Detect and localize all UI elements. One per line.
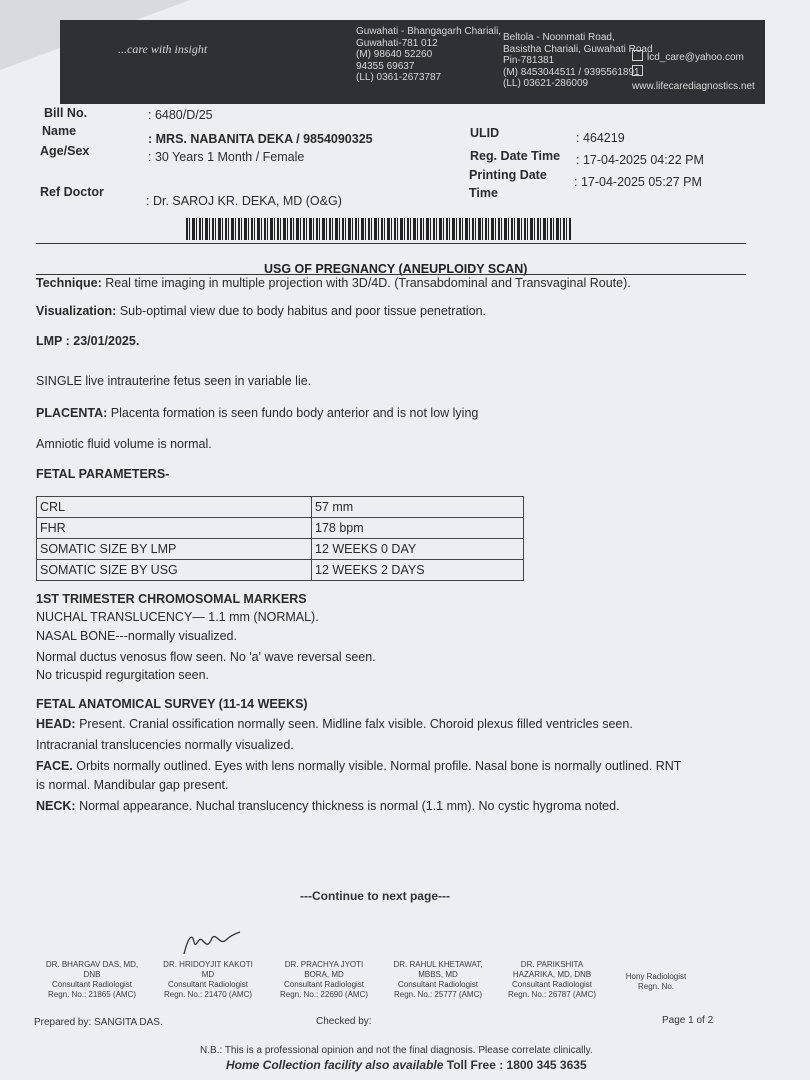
tagline: ...care with insight [118, 42, 208, 56]
ulid-value: : 464219 [576, 131, 625, 145]
technique-line: Technique: Real time imaging in multiple projection with 3D/4D. (Transabdominal and Transvaginal Route). [36, 276, 631, 290]
prepared-by: Prepared by: SANGITA DAS. [34, 1017, 163, 1028]
face-line: FACE. Orbits normally outlined. Eyes with lens normally visible. Normal profile. Nasal bone is normally outlined. RNT [36, 759, 682, 773]
email-icon [632, 50, 643, 61]
markers-heading: 1ST TRIMESTER CHROMOSOMAL MARKERS [36, 592, 307, 606]
print-date-label: Printing Date [469, 168, 547, 182]
amniotic-line: Amniotic fluid volume is normal. [36, 437, 212, 451]
divider [36, 243, 746, 244]
age-value: : 30 Years 1 Month / Female [148, 150, 305, 164]
print-date-value: : 17-04-2025 05:27 PM [574, 175, 702, 189]
marker-nt: NUCHAL TRANSLUCENCY— 1.1 mm (NORMAL). [36, 610, 319, 624]
toll-free-row: Home Collection facility also available Toll Free : 1800 345 3635 [226, 1058, 587, 1072]
barcode [186, 218, 571, 240]
table-row: SOMATIC SIZE BY LMP 12 WEEKS 0 DAY [37, 539, 524, 560]
doctor-2: DR. HRIDOYJIT KAKOTI MD Consultant Radiologist Regn. No.: 21470 (AMC) [163, 960, 253, 999]
table-row: SOMATIC SIZE BY USG 12 WEEKS 2 DAYS [37, 560, 524, 581]
contact-info: lcd_care@yahoo.com www.lifecarediagnostics.net [632, 52, 755, 92]
table-row: FHR 178 bpm [37, 518, 524, 539]
name-value: : MRS. NABANITA DEKA / 9854090325 [148, 132, 373, 146]
continue-note: ---Continue to next page--- [300, 889, 450, 903]
single-line: SINGLE live intrauterine fetus seen in variable lie. [36, 374, 312, 388]
fetal-parameters-table [36, 496, 524, 581]
title-divider [36, 274, 746, 275]
placenta-line: PLACENTA: Placenta formation is seen fundo body anterior and is not low lying [36, 406, 479, 420]
neck-line: NECK: Normal appearance. Nuchal translucency thickness is normal (1.1 mm). No cystic hygroma noted. [36, 799, 620, 813]
survey-heading: FETAL ANATOMICAL SURVEY (11-14 WEEKS) [36, 697, 308, 711]
checked-by: Checked by: [316, 1016, 372, 1027]
doctor-4: DR. RAHUL KHETAWAT, MBBS, MD Consultant Radiologist Regn. No.: 25777 (AMC) [393, 960, 483, 999]
ulid-label: ULID [470, 126, 500, 140]
lmp-line: LMP : 23/01/2025. [36, 334, 140, 348]
report-title: USG OF PREGNANCY (ANEUPLOIDY SCAN) [264, 262, 528, 276]
letterhead [60, 20, 765, 104]
ref-doctor-value: : Dr. SAROJ KR. DEKA, MD (O&G) [146, 194, 342, 208]
reg-date-value: : 17-04-2025 04:22 PM [576, 153, 704, 167]
face-line-2: is normal. Mandibular gap present. [36, 778, 229, 792]
bill-label: Bill No. [44, 106, 88, 120]
marker-nasal-bone: NASAL BONE---normally visualized. [36, 629, 237, 643]
address-guwahati: Guwahati - Bhangagarh Chariali, Guwahati-781 012 (M) 98640 52260 94355 69637 (LL) 0361-2673787 [356, 26, 502, 83]
page-number: Page 1 of 2 [662, 1015, 714, 1026]
marker-ductus: Normal ductus venosus flow seen. No 'a' wave reversal seen. [36, 650, 376, 664]
head-line-2: Intracranial translucencies normally visualized. [36, 738, 294, 752]
head-line: HEAD: Present. Cranial ossification normally seen. Midline falx visible. Choroid plexus filled ventricles seen. [36, 717, 633, 731]
age-label: Age/Sex [40, 144, 90, 158]
print-time-label: Time [469, 186, 498, 200]
doctor-5: DR. PARIKSHITA HAZARIKA, MD, DNB Consultant Radiologist Regn. No.: 26787 (AMC) [507, 960, 597, 999]
visualization-line: Visualization: Sub-optimal view due to body habitus and poor tissue penetration. [36, 304, 487, 318]
reg-date-label: Reg. Date Time [470, 149, 561, 163]
fetal-params-heading: FETAL PARAMETERS- [36, 467, 170, 481]
ref-doctor-label: Ref Doctor [40, 185, 104, 199]
doctor-6: Hony Radiologist Regn. No. [625, 972, 687, 991]
doctor-1: DR. BHARGAV DAS, MD, DNB Consultant Radiologist Regn. No.: 21865 (AMC) [45, 960, 139, 999]
bill-value: : 6480/D/25 [148, 108, 213, 122]
table-row: CRL 57 mm [37, 497, 524, 518]
marker-tricuspid: No tricuspid regurgitation seen. [36, 668, 210, 682]
name-label: Name [42, 124, 77, 138]
doctor-3: DR. PRACHYA JYOTI BORA, MD Consultant Radiologist Regn. No.: 22690 (AMC) [279, 960, 369, 999]
signature [180, 928, 242, 958]
globe-icon [632, 65, 643, 76]
disclaimer: N.B.: This is a professional opinion and not the final diagnosis. Please correlate clinically. [200, 1045, 593, 1056]
address-beltola: Beltola - Noonmati Road, Basistha Chariali, Guwahati Road Pin-781381 (M) 8453044511 / 9395561891 (LL) 03621-286009 [503, 32, 653, 89]
